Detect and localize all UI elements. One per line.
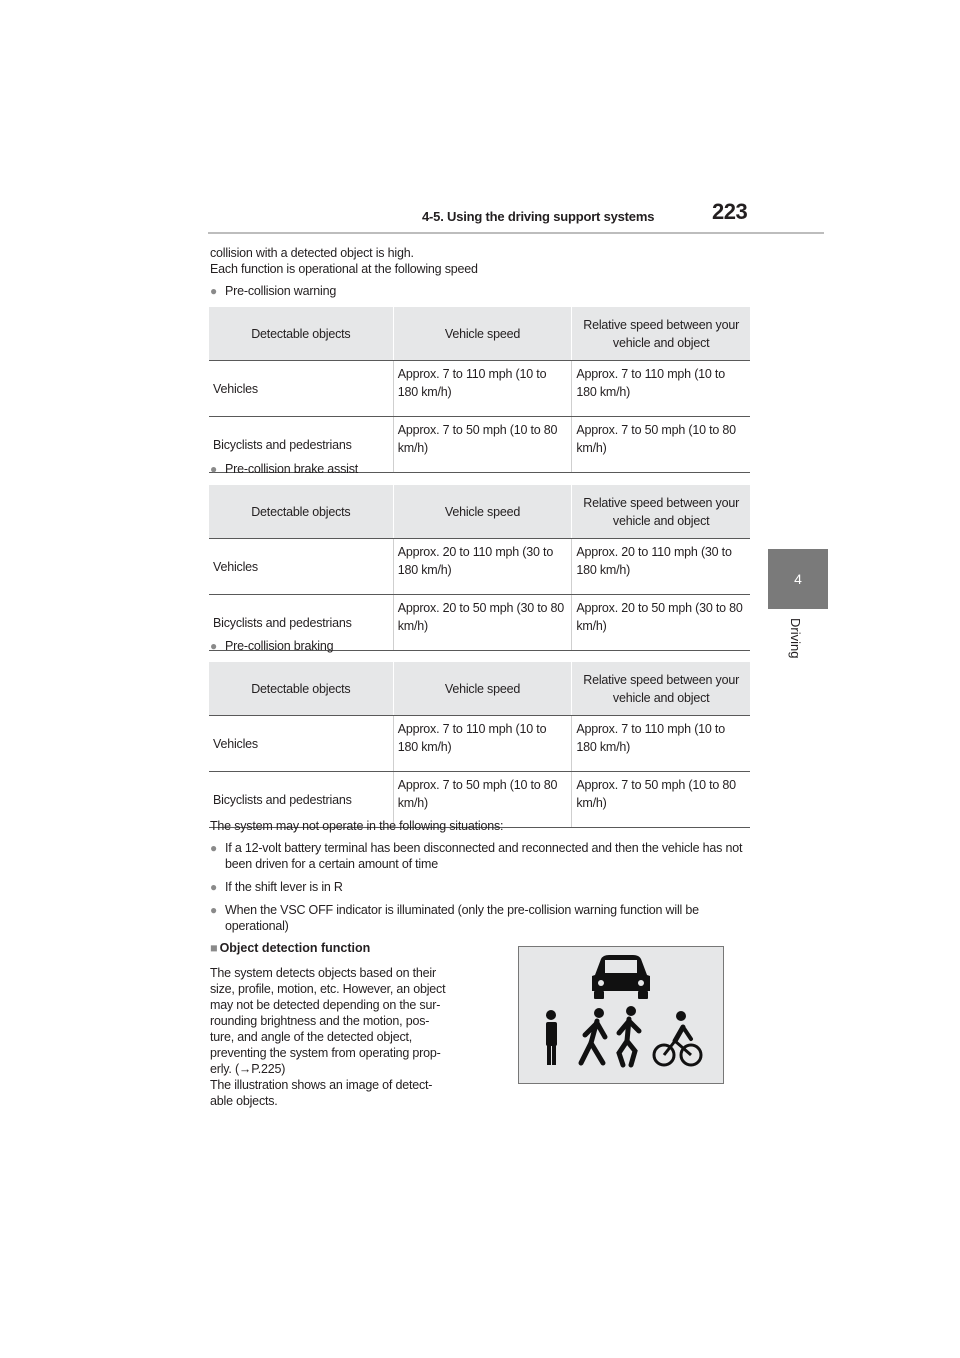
table-cell: Approx. 7 to 50 mph (10 to 80 km/h) <box>393 772 572 828</box>
page-reference-link[interactable]: erly. (→P.225) <box>210 1062 286 1076</box>
situation-item <box>210 902 760 934</box>
table-header: Vehicle speed <box>393 485 572 539</box>
situation-text: If the shift lever is in R <box>225 880 343 894</box>
table-header: Detectable objects <box>209 485 393 539</box>
table-cell: Approx. 20 to 50 mph (30 to 80 km/h) <box>393 595 572 651</box>
speed-table-warning <box>209 307 750 473</box>
square-bullet-icon: ■ <box>210 941 218 955</box>
walking-pedestrian-icon <box>581 1008 605 1063</box>
section-title: 4-5. Using the driving support systems <box>422 209 655 224</box>
bullet-pre-collision-warning <box>210 283 760 299</box>
standing-pedestrian-icon <box>546 1010 557 1065</box>
object-detection-line: may not be detected depending on the sur- <box>210 998 441 1012</box>
object-detection-line: ture, and angle of the detected object, <box>210 1030 413 1044</box>
object-detection-line: rounding brightness and the motion, pos- <box>210 1014 430 1028</box>
table-cell: Vehicles <box>209 361 393 417</box>
table-cell: Bicyclists and pedestrians <box>209 417 393 473</box>
table-cell: Approx. 7 to 50 mph (10 to 80 km/h) <box>393 417 572 473</box>
bullet-label: Pre-collision braking <box>225 639 334 653</box>
bullet-pre-collision-braking <box>210 638 760 654</box>
table-header: Detectable objects <box>209 662 393 716</box>
car-icon <box>592 955 650 999</box>
object-detection-line: The illustration shows an image of detect- <box>210 1078 433 1092</box>
situation-item <box>210 840 760 872</box>
table-cell: Approx. 7 to 110 mph (10 to 180 km/h) <box>393 716 572 772</box>
table-cell: Vehicles <box>209 716 393 772</box>
running-pedestrian-icon <box>619 1006 639 1065</box>
bullet-pre-collision-brake-assist <box>210 461 760 477</box>
object-detection-line: able objects. <box>210 1094 278 1108</box>
table-cell: Approx. 20 to 110 mph (30 to 180 km/h) <box>572 539 750 595</box>
situation-text: When the VSC OFF indicator is illuminated (only the pre-collision warning function will be operational) <box>225 903 699 933</box>
situations-intro: The system may not operate in the following situations: <box>210 819 504 833</box>
table-cell: Approx. 7 to 110 mph (10 to 180 km/h) <box>572 716 750 772</box>
chapter-name: Driving <box>788 618 803 659</box>
bullet-icon: ● <box>210 903 218 917</box>
table-cell: Bicyclists and pedestrians <box>209 595 393 651</box>
header-divider <box>208 232 824 234</box>
object-detection-line: The system detects objects based on their <box>210 966 436 980</box>
table-cell: Approx. 20 to 110 mph (30 to 180 km/h) <box>393 539 572 595</box>
table-header: Detectable objects <box>209 307 393 361</box>
speed-table-brake-assist <box>209 485 750 651</box>
situation-item <box>210 879 760 895</box>
table-header: Vehicle speed <box>393 307 572 361</box>
table-cell: Vehicles <box>209 539 393 595</box>
intro-line-2: Each function is operational at the following speed <box>210 262 478 276</box>
intro-line-1: collision with a detected object is high. <box>210 246 414 260</box>
table-cell: Approx. 7 to 50 mph (10 to 80 km/h) <box>572 417 750 473</box>
table-cell: Bicyclists and pedestrians <box>209 772 393 828</box>
bullet-icon: ● <box>210 462 218 476</box>
table-row <box>209 716 750 772</box>
table-header: Relative speed between your vehicle and object <box>572 307 750 361</box>
object-detection-heading: ■ Object detection function <box>210 941 371 955</box>
table-cell: Approx. 7 to 50 mph (10 to 80 km/h) <box>572 772 750 828</box>
table-cell: Approx. 7 to 110 mph (10 to 180 km/h) <box>393 361 572 417</box>
object-detection-line: size, profile, motion, etc. However, an object <box>210 982 446 996</box>
table-cell: Approx. 20 to 50 mph (30 to 80 km/h) <box>572 595 750 651</box>
speed-table-braking <box>209 662 750 828</box>
table-row <box>209 539 750 595</box>
bullet-icon: ● <box>210 639 218 653</box>
table-header: Relative speed between your vehicle and object <box>572 485 750 539</box>
detectable-objects-illustration <box>518 946 724 1084</box>
table-header: Relative speed between your vehicle and object <box>572 662 750 716</box>
chapter-tab[interactable]: 4 <box>768 549 828 609</box>
bullet-icon: ● <box>210 284 218 298</box>
bullet-icon: ● <box>210 880 218 894</box>
table-cell: Approx. 7 to 110 mph (10 to 180 km/h) <box>572 361 750 417</box>
bullet-label: Pre-collision brake assist <box>225 462 359 476</box>
situation-text: If a 12-volt battery terminal has been disconnected and reconnected and then the vehicle has not been driven for a certain amount of time <box>225 841 743 871</box>
page-number: 223 <box>712 199 748 224</box>
table-header: Vehicle speed <box>393 662 572 716</box>
bicyclist-icon <box>654 1011 701 1065</box>
table-row <box>209 361 750 417</box>
object-detection-line: preventing the system from operating prop- <box>210 1046 441 1060</box>
bullet-label: Pre-collision warning <box>225 284 337 298</box>
bullet-icon: ● <box>210 841 218 855</box>
